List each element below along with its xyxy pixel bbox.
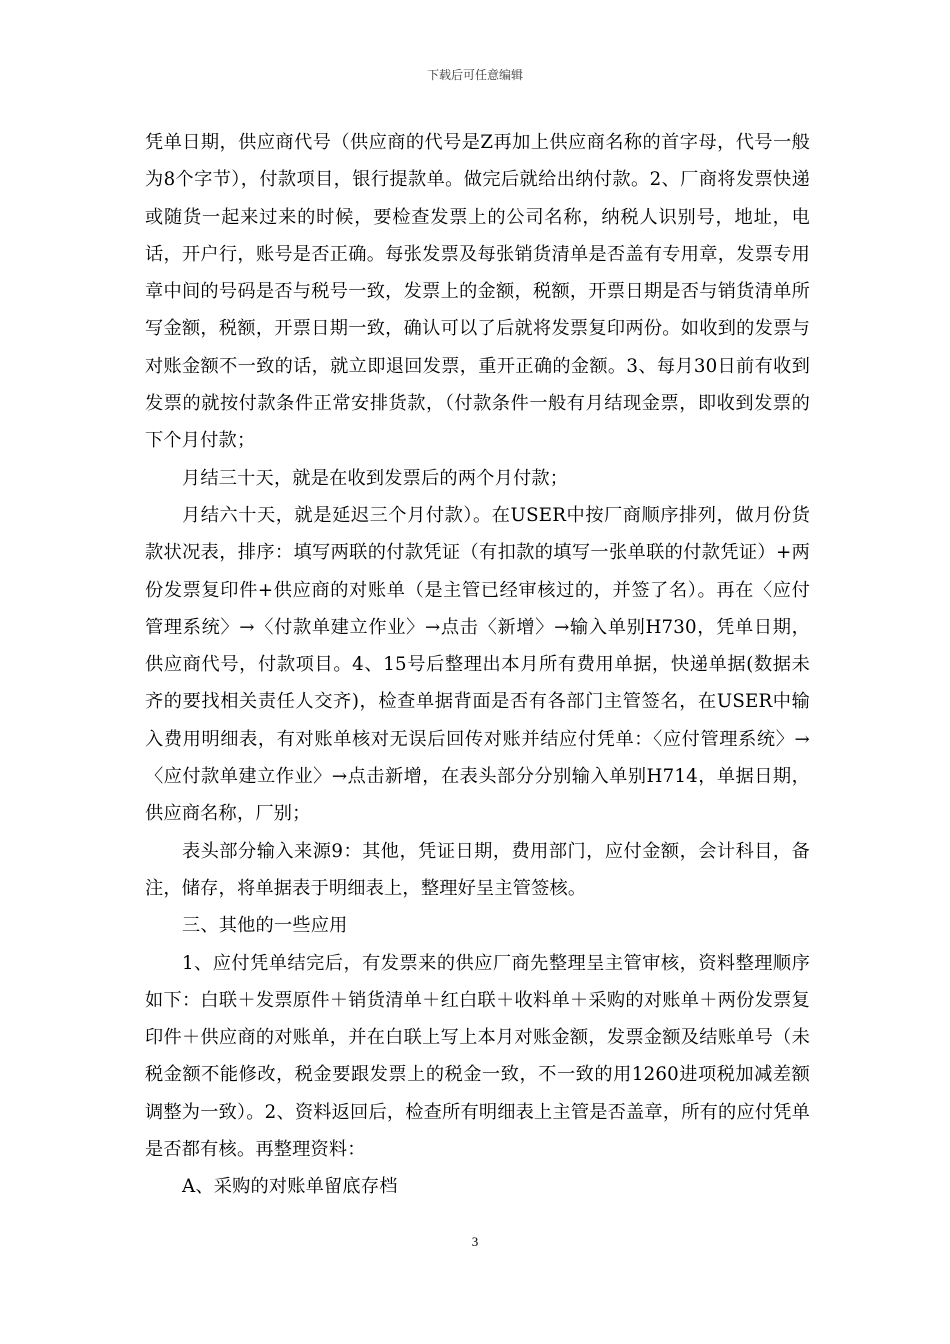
section-heading: 三、其他的一些应用: [182, 915, 348, 937]
paragraph-3: 月结六十天，就是延迟三个月付款）。在USER中按厂商顺序排列，做月份货款状况表，排序：填写两联的付款凭证（有扣款的填写一张单联的付款凭证）+两份发票复印件+供应商的对账单（是主管已经审核过的，并签了名）。再在〈应付管理系统〉→〈付款单建立作业〉→点击〈新增〉→输入单别H730，凭单日期，供应商代号，付款项目。4、15号后整理出本月所有费用单据，快递单据(数据未齐的要找相关责任人交齐)，检查单据背面是否有各部门主管签名，在USER中输入费用明细表，有对账单核对无误后回传对账并结应付凭单：〈应付管理系统〉→〈应付款单建立作业〉→点击新增，在表头部分分别输入单别H714，单据日期，供应商名称，厂别；: [145, 504, 810, 825]
page-header: 下载后可任意编辑: [426, 68, 523, 82]
paragraph-5: 1、应付凭单结完后，有发票来的供应厂商先整理呈主管审核，资料整理顺序如下：白联＋发票原件＋销货清单＋红白联＋收料单＋采购的对账单＋两份发票复印件＋供应商的对账单，并在白联上写上本月对账金额，发票金额及结账单号（未税金额不能修改，税金要跟发票上的税金一致，不一致的用1260进项税加减差额调整为一致）。2、资料返回后，检查所有明细表上主管是否盖章，所有的应付凭单是否都有核。再整理资料：: [145, 952, 810, 1161]
paragraph-6: A、采购的对账单留底存档: [182, 1176, 398, 1198]
page-number: 3: [471, 1234, 479, 1249]
document-body: [145, 124, 810, 1206]
paragraph-4: 表头部分输入来源9：其他，凭证日期，费用部门，应付金额，会计科目，备注，储存，将单据表于明细表上，整理好呈主管签核。: [145, 840, 810, 899]
paragraph-1: 凭单日期，供应商代号（供应商的代号是Z再加上供应商名称的首字母，代号一般为8个字节），付款项目，银行提款单。做完后就给出纳付款。2、厂商将发票快递或随货一起来过来的时候，要检查发票上的公司名称，纳税人识别号，地址，电话，开户行，账号是否正确。每张发票及每张销货清单是否盖有专用章，发票专用章中间的号码是否与税号一致，发票上的金额，税额，开票日期是否与销货清单所写金额，税额，开票日期一致，确认可以了后就将发票复印两份。如收到的发票与对账金额不一致的话，就立即退回发票，重开正确的金额。3、每月30日前有收到发票的就按付款条件正常安排货款，（付款条件一般有月结现金票，即收到发票的下个月付款；: [145, 132, 810, 452]
paragraph-2: 月结三十天，就是在收到发票后的两个月付款；: [182, 467, 569, 489]
